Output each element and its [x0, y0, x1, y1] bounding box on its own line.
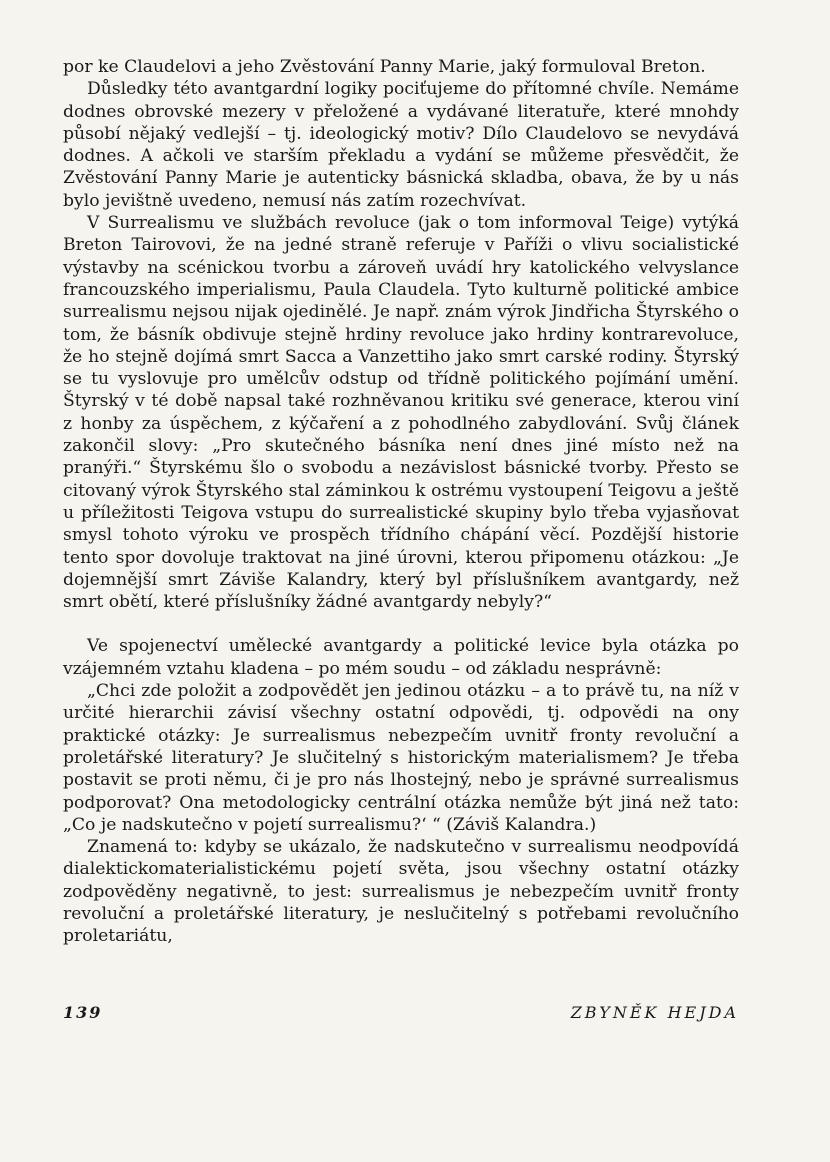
paragraph-kalandra-quote: „Chci zde položit a zodpovědět jen jedinou otázku – a to právě tu, na níž v určité hierarchii závisí všechny ostatní odpovědi, tj. odpovědi na ony praktické otázky: Je surrealismus nebezpečím uvnitř fronty revoluční a proletářské literatury? Je slučitelný s historickým materialismem? Je třeba postavit se proti němu, či je pro nás lhostejný, nebo je správné surrealismus podporovat? Ona metodologicky centrální otázka nemůže být jiná než tato: „Co je nadskutečno v pojetí surrealismu?‘ “ (Záviš Kalandra.) — [63, 681, 739, 835]
running-author: ZBYNĚK HEJDA — [570, 1003, 739, 1022]
paragraph-continuation: por ke Claudelovi a jeho Zvěstování Panny Marie, jaký formuloval Breton. — [63, 57, 706, 77]
page-number: 139 — [63, 1003, 103, 1022]
page-footer — [63, 1003, 739, 1022]
paragraph-conclusion: Znamená to: kdyby se ukázalo, že nadskutečno v surrealismu neodpovídá dialektickomaterialistickému pojetí světa, jsou všechny ostatní otázky zodpověděny negativně, to jest: surrealismus je nebezpečím uvnitř fronty revoluční a proletářské literatury, je neslučitelný s potřebami revolučního proletariátu, — [63, 837, 739, 947]
paragraph-alliance: Ve spojenectví umělecké avantgardy a politické levice byla otázka po vzájemném vztahu kladena – po mém soudu – od základu nesprávně: — [63, 636, 739, 679]
page-body — [63, 56, 739, 948]
paragraph-consequences: Důsledky této avantgardní logiky pociťujeme do přítomné chvíle. Nemáme dodnes obrovské mezery v přeložené a vydávané literatuře, které mnohdy působí nějaký vedlejší – tj. ideologický motiv? Dílo Claudelovo se nevydává dodnes. A ačkoli ve starším překladu a vydání se můžeme přesvědčit, že Zvěstování Panny Marie je autenticky básnická skladba, obava, že by u nás bylo jevištně uvedeno, nemusí nás zatím rozechvívat. — [63, 79, 739, 211]
paragraph-surrealism-revolution: V Surrealismu ve službách revoluce (jak o tom informoval Teige) vytýká Breton Tairovovi, že na jedné straně referuje v Paříži o vlivu socialistické výstavby na scénickou tvorbu a zároveň uvádí hry katolického velvyslance francouzského imperialismu, Paula Claudela. Tyto kulturně politické ambice surrealismu nejsou nijak ojedinělé. Je např. znám výrok Jindřicha Štyrského o tom, že básník obdivuje stejně hrdiny revoluce jako hrdiny kontrarevoluce, že ho stejně dojímá smrt Sacca a Vanzettiho jako smrt carské rodiny. Štyrský se tu vyslovuje pro umělcův odstup od třídně politického pojímání umění. Štyrský v té době napsal také rozhněvanou kritiku své generace, kterou viní z honby za úspěchem, z kýčaření a z pohodlného zabydlování. Svůj článek zakončil slovy: „Pro skutečného básníka není dnes jiné místo než na pranýři.“ Štyrskému šlo o svobodu a nezávislost básnické tvorby. Přesto se citovaný výrok Štyrského stal záminkou k ostrému vystoupení Teigovu a ještě u příležitosti Teigova vstupu do surrealistické skupiny bylo třeba vyjasňovat smysl tohoto výroku ve prospěch třídního chápání věcí. Pozdější historie tento spor dovoluje traktovat na jiné úrovni, kterou připomenu otázkou: „Je dojemnější smrt Záviše Kalandry, který byl příslušníkem avantgardy, než smrt obětí, které příslušníky žádné avantgardy nebyly?“ — [63, 213, 739, 613]
